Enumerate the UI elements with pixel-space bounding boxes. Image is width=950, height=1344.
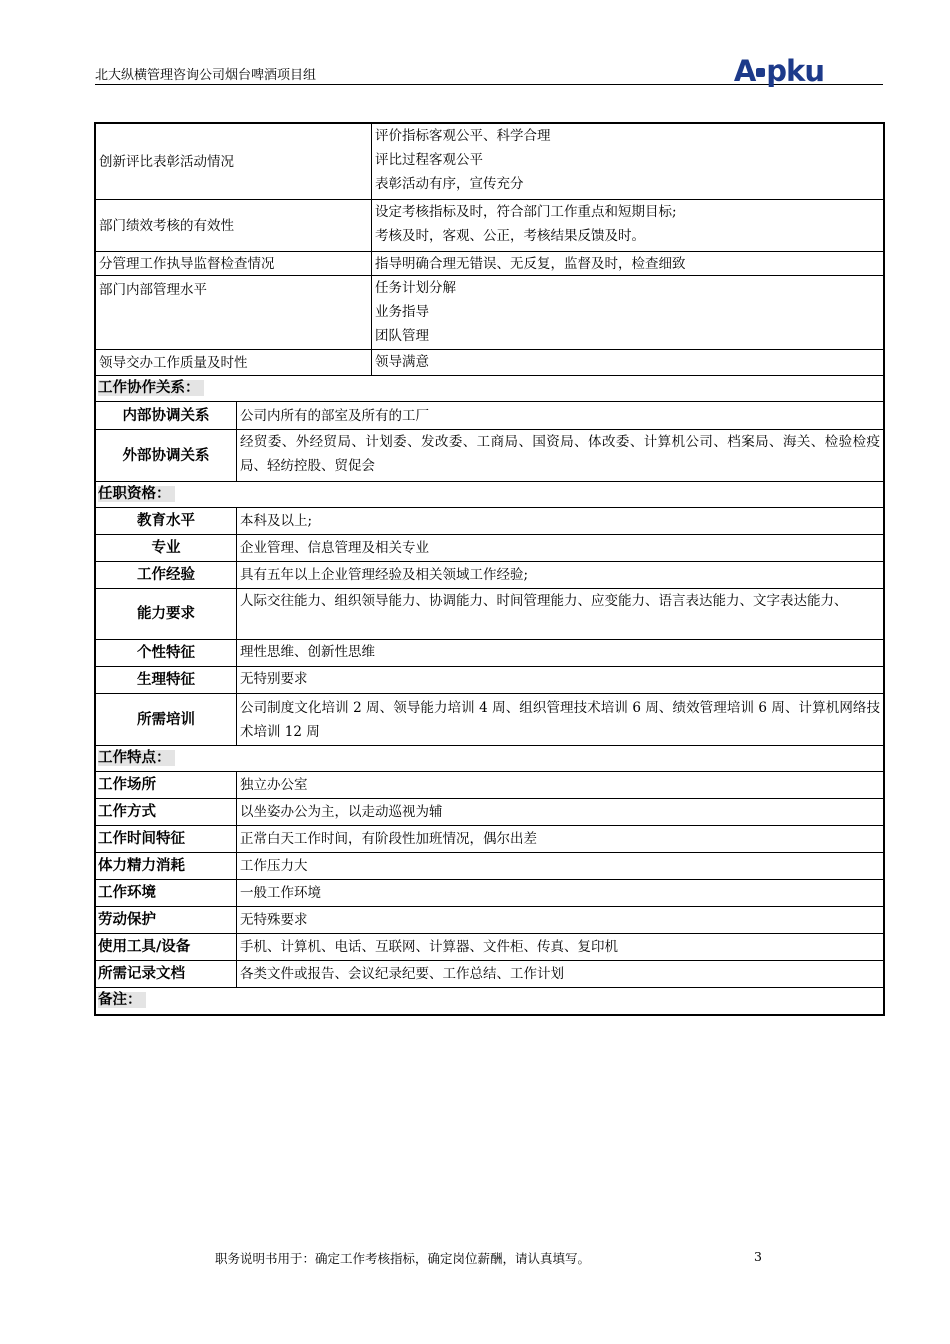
job-description-table [94, 122, 885, 1016]
feature-value: 独立办公室 [240, 777, 308, 793]
feature-row [96, 772, 883, 799]
feature-label: 使用工具/设备 [96, 934, 237, 960]
external-label: 外部协调关系 [96, 430, 237, 481]
feature-label: 体力精力消耗 [96, 853, 237, 879]
kpi-label: 部门绩效考核的有效性 [96, 200, 372, 251]
header-org: 北大纵横管理咨询公司烟台啤酒项目组 [95, 68, 317, 83]
qual-value: 本科及以上; [240, 513, 313, 529]
collab-row [96, 402, 883, 430]
feature-value: 无特殊要求 [240, 912, 308, 928]
qual-label: 教育水平 [96, 508, 237, 534]
qual-row [96, 508, 883, 535]
section-title-remarks: 备注： [96, 988, 146, 1014]
qual-row [96, 535, 883, 562]
kpi-label: 领导交办工作质量及时性 [96, 350, 372, 375]
qual-label: 生理特征 [96, 667, 237, 693]
kpi-value: 任务计划分解 业务指导 团队管理 [375, 280, 456, 344]
section-header [96, 376, 883, 402]
feature-value: 正常白天工作时间，有阶段性加班情况，偶尔出差 [240, 831, 537, 847]
section-title-features: 工作特点： [96, 746, 175, 771]
qual-row [96, 694, 883, 746]
footer-note: 职务说明书用于：确定工作考核指标，确定岗位薪酬，请认真填写。 [215, 1251, 591, 1266]
kpi-value: 评价指标客观公平、科学合理 评比过程客观公平 表彰活动有序，宣传充分 [375, 128, 551, 192]
qual-row [96, 667, 883, 694]
feature-value: 各类文件或报告、会议纪录纪要、工作总结、工作计划 [240, 966, 564, 982]
qual-row [96, 640, 883, 667]
kpi-label: 创新评比表彰活动情况 [96, 124, 372, 199]
section-title-qualifications: 任职资格： [96, 482, 175, 507]
qual-value: 企业管理、信息管理及相关专业 [240, 540, 429, 556]
internal-value: 公司内所有的部室及所有的工厂 [240, 407, 429, 424]
feature-label: 工作时间特征 [96, 826, 237, 852]
qual-value: 人际交往能力、组织领导能力、协调能力、时间管理能力、应变能力、语言表达能力、文字表达能力、 [240, 593, 848, 609]
feature-label: 工作环境 [96, 880, 237, 906]
section-header [96, 746, 883, 772]
kpi-row [96, 276, 883, 350]
section-header [96, 988, 883, 1014]
feature-row [96, 907, 883, 934]
kpi-row [96, 124, 883, 200]
alpku-logo: A pku [733, 54, 824, 88]
feature-label: 所需记录文档 [96, 961, 237, 987]
collab-row [96, 430, 883, 482]
qual-row [96, 562, 883, 589]
qual-label: 专业 [96, 535, 237, 561]
feature-row [96, 799, 883, 826]
feature-label: 工作场所 [96, 772, 237, 798]
kpi-value: 设定考核指标及时，符合部门工作重点和短期目标; 考核及时，客观、公正，考核结果反馈及时。 [375, 204, 677, 244]
kpi-row [96, 252, 883, 276]
qual-value: 理性思维、创新性思维 [240, 644, 375, 660]
feature-label: 劳动保护 [96, 907, 237, 933]
feature-value: 手机、计算机、电话、互联网、计算器、文件柜、传真、复印机 [240, 939, 618, 955]
feature-value: 工作压力大 [240, 858, 308, 874]
kpi-value: 领导满意 [375, 354, 429, 370]
qual-value: 具有五年以上企业管理经验及相关领域工作经验; [240, 567, 529, 583]
feature-value: 以坐姿办公为主，以走动巡视为辅 [240, 804, 443, 820]
kpi-value: 指导明确合理无错误、无反复，监督及时，检查细致 [375, 256, 686, 272]
feature-row [96, 826, 883, 853]
section-title-collab: 工作协作关系： [96, 376, 204, 401]
qual-row [96, 589, 883, 640]
internal-label: 内部协调关系 [96, 402, 237, 429]
external-value: 经贸委、外经贸局、计划委、发改委、工商局、国资局、体改委、计算机公司、档案局、海关、检验检疫局、轻纺控股、贸促会 [240, 434, 880, 474]
feature-row [96, 961, 883, 988]
kpi-label: 分管理工作执导监督检查情况 [96, 252, 372, 275]
qual-value: 无特别要求 [240, 671, 308, 687]
qual-label: 所需培训 [96, 694, 237, 745]
kpi-row [96, 350, 883, 376]
kpi-label: 部门内部管理水平 [96, 276, 372, 349]
feature-row [96, 934, 883, 961]
page-number: 3 [754, 1249, 762, 1264]
qual-label: 个性特征 [96, 640, 237, 666]
feature-value: 一般工作环境 [240, 885, 321, 901]
feature-row [96, 853, 883, 880]
qual-label: 能力要求 [96, 589, 237, 639]
section-header [96, 482, 883, 508]
kpi-row [96, 200, 883, 252]
qual-value: 公司制度文化培训 2 周、领导能力培训 4 周、组织管理技术培训 6 周、绩效管理培训 6 周、计算机网络技术培训 12 周 [240, 700, 880, 740]
feature-row [96, 880, 883, 907]
feature-label: 工作方式 [96, 799, 237, 825]
qual-label: 工作经验 [96, 562, 237, 588]
